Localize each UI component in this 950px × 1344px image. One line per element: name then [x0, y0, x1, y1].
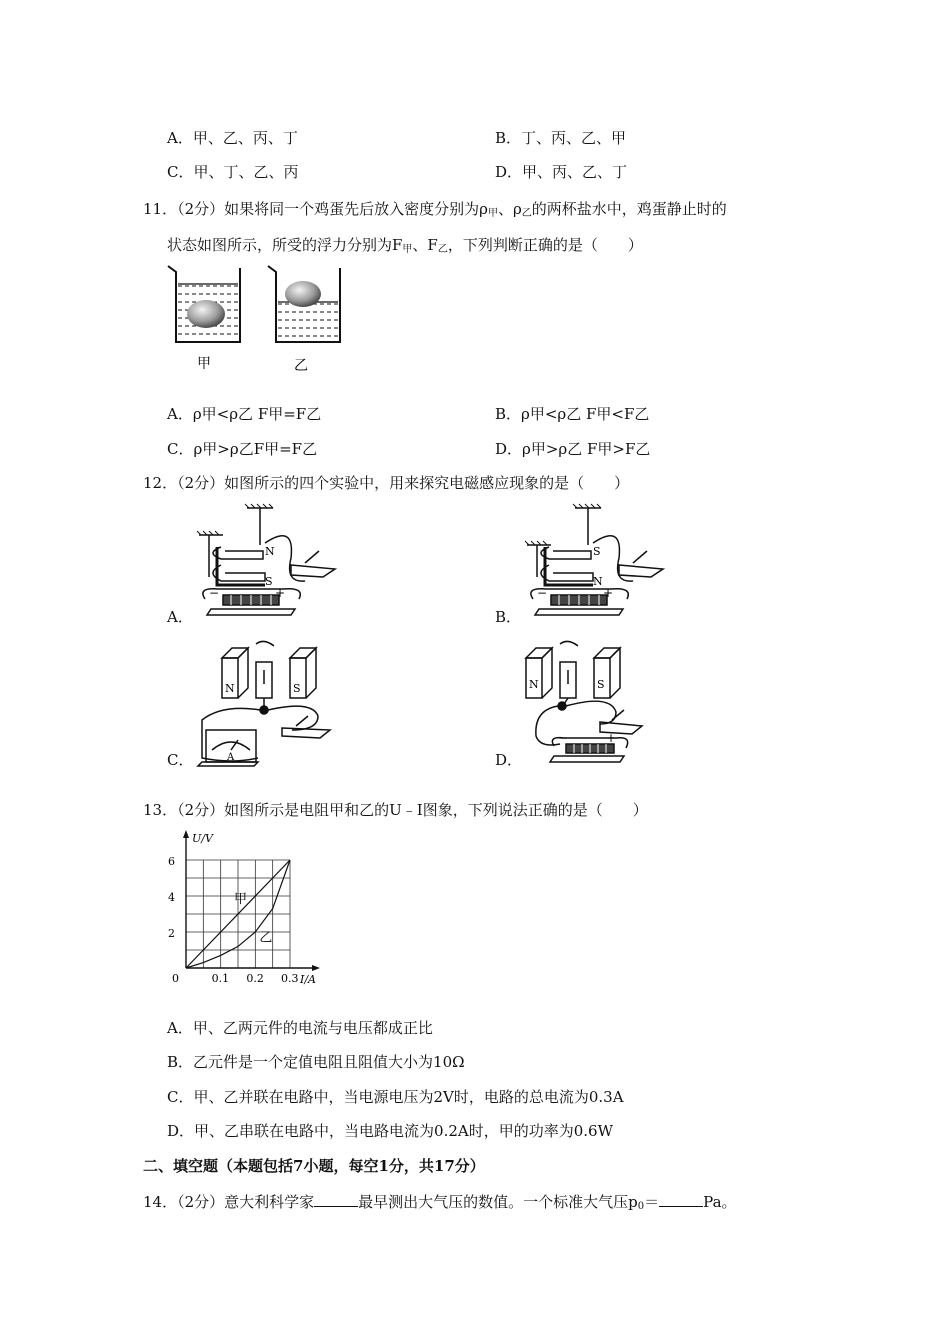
q10-option-a [167, 127, 298, 148]
option-letter: B． [495, 129, 522, 147]
q12-stem [143, 472, 629, 493]
x-axis-arrow-icon [312, 965, 320, 971]
y-axis-arrow-icon [183, 830, 189, 838]
question-number: 13． [143, 801, 178, 819]
terminal-plus: + [606, 731, 617, 745]
terminal-minus: − [558, 731, 569, 745]
q11-option-c [167, 438, 317, 459]
stem-text: 意大利科学家 [224, 1193, 315, 1211]
terminal-plus: + [275, 586, 286, 600]
q13-option-d [167, 1120, 613, 1141]
equals-sign: ＝ [644, 1193, 660, 1211]
egg-icon [285, 281, 321, 307]
option-letter: C． [167, 163, 194, 181]
magnet-n: N [593, 575, 603, 588]
q11-option-a [167, 403, 321, 424]
y-tick-label: 4 [168, 891, 175, 904]
option-letter: C． [167, 1088, 194, 1106]
q12-figure-b [523, 503, 673, 625]
x-tick-label: 0 [172, 972, 179, 985]
question-score: （2分） [177, 801, 225, 819]
stem-text: 的两杯盐水中，鸡蛋静止时的 [531, 200, 727, 218]
q10-option-d [495, 161, 627, 182]
question-number: 12． [143, 474, 178, 492]
q12-option-c-letter: C． [167, 751, 194, 769]
magnet-s: S [265, 575, 273, 588]
question-number: 11． [143, 200, 178, 218]
subscript-yi: 乙 [521, 208, 532, 219]
magnet-s: S [597, 678, 605, 691]
x-tick-label: 0.1 [211, 972, 230, 985]
subscript-yi: 乙 [437, 244, 448, 255]
question-number: 14． [143, 1193, 178, 1211]
option-text: ρ甲<ρ乙 F甲=F乙 [192, 405, 322, 423]
q11-option-b [495, 403, 649, 424]
option-letter: D． [495, 440, 523, 458]
q13-option-b [167, 1051, 465, 1072]
question-score: （2分） [177, 200, 225, 218]
option-letter: C． [167, 440, 194, 458]
question-score: （2分） [177, 474, 225, 492]
q10-option-c [167, 161, 299, 182]
q11-beaker-figure [160, 262, 360, 382]
beaker-jia [168, 266, 240, 342]
magnet-s: S [593, 545, 601, 558]
question-score: （2分） [177, 1193, 225, 1211]
magnet-n: N [265, 545, 275, 558]
y-axis-label: U/V [192, 832, 213, 845]
q11-option-d [495, 438, 650, 459]
stem-text: 如果将同一个鸡蛋先后放入密度分别为ρ [224, 200, 488, 218]
q13-option-c [167, 1086, 624, 1107]
magnet-n: N [225, 682, 235, 695]
y-tick-label: 2 [168, 927, 175, 940]
q13-stem [143, 799, 648, 820]
beaker-yi [268, 266, 340, 342]
option-text: 甲、乙两元件的电流与电压都成正比 [192, 1019, 433, 1037]
q12-figure-c [192, 640, 342, 768]
magnet-s: S [293, 682, 301, 695]
stem-text: 如图所示的四个实验中，用来探究电磁感应现象的是（ ） [224, 474, 630, 492]
q13-ui-chart [160, 828, 330, 988]
section-title: 二、填空题（本题包括7小题，每空1分，共17分） [143, 1157, 485, 1175]
option-text: ρ甲<ρ乙 F甲<F乙 [521, 405, 650, 423]
terminal-plus: + [603, 586, 614, 600]
option-text: 甲、乙并联在电路中，当电源电压为2V时，电路的总电流为0.3A [193, 1088, 624, 1106]
series-label-yi: 乙 [259, 930, 273, 946]
x-axis-label: I/A [300, 973, 316, 986]
q12-figure-a [195, 503, 345, 625]
stem-text: 最早测出大气压的数值。一个标准大气压p [358, 1193, 638, 1211]
label-jia: 甲 [197, 356, 211, 372]
option-letter: A． [167, 405, 193, 423]
subscript-jia: 甲 [487, 208, 498, 219]
q12-option-a-letter: A． [167, 608, 193, 626]
option-text: 丁、丙、乙、甲 [521, 129, 627, 147]
option-text: 甲、丁、乙、丙 [193, 163, 299, 181]
separator: 、F [412, 236, 438, 254]
magnet-n: N [529, 678, 539, 691]
answer-blank-1[interactable] [314, 1192, 358, 1207]
option-letter: D． [495, 163, 523, 181]
egg-icon [187, 300, 225, 328]
q12-option-d-letter: D． [495, 751, 523, 769]
option-letter: B． [495, 405, 522, 423]
series-label-jia: 甲 [234, 892, 248, 907]
stem-text: 如图所示是电阻甲和乙的U﹣I图象，下列说法正确的是（ ） [224, 801, 648, 819]
ammeter-label: A [227, 752, 235, 763]
separator: 、ρ [497, 200, 522, 218]
option-text: 甲、丙、乙、丁 [522, 163, 628, 181]
q14-stem [143, 1191, 737, 1212]
label-yi: 乙 [294, 358, 308, 374]
q10-option-b [495, 127, 626, 148]
option-text: 乙元件是一个定值电阻且阻值大小为10Ω [193, 1053, 465, 1071]
terminal-minus: − [209, 586, 220, 600]
q13-option-a [167, 1017, 433, 1038]
stem-text: ，下列判断正确的是（ ） [447, 236, 643, 254]
y-tick-label: 6 [168, 855, 175, 868]
option-letter: A． [167, 1019, 193, 1037]
unit-text: Pa。 [703, 1193, 737, 1211]
q11-stem-line2 [167, 234, 643, 255]
stem-text: 状态如图所示，所受的浮力分别为F [167, 236, 403, 254]
q11-stem-line1 [143, 198, 727, 219]
subscript-jia: 甲 [402, 244, 413, 255]
x-tick-label: 0.3 [281, 972, 299, 985]
option-text: 甲、乙、丙、丁 [192, 129, 298, 147]
terminal-minus: − [537, 586, 548, 600]
q12-option-b-letter: B． [495, 608, 522, 626]
x-tick-label: 0.2 [246, 972, 264, 985]
option-text: ρ甲>ρ乙 F甲>F乙 [522, 440, 651, 458]
option-letter: A． [167, 129, 193, 147]
q12-figure-d [520, 640, 670, 768]
answer-blank-2[interactable] [659, 1192, 703, 1207]
option-letter: D． [167, 1122, 195, 1140]
option-letter: B． [167, 1053, 194, 1071]
subscript-zero: 0 [637, 1201, 645, 1212]
option-text: ρ甲>ρ乙F甲=F乙 [193, 440, 318, 458]
option-text: 甲、乙串联在电路中，当电路电流为0.2A时，甲的功率为0.6W [194, 1122, 613, 1140]
